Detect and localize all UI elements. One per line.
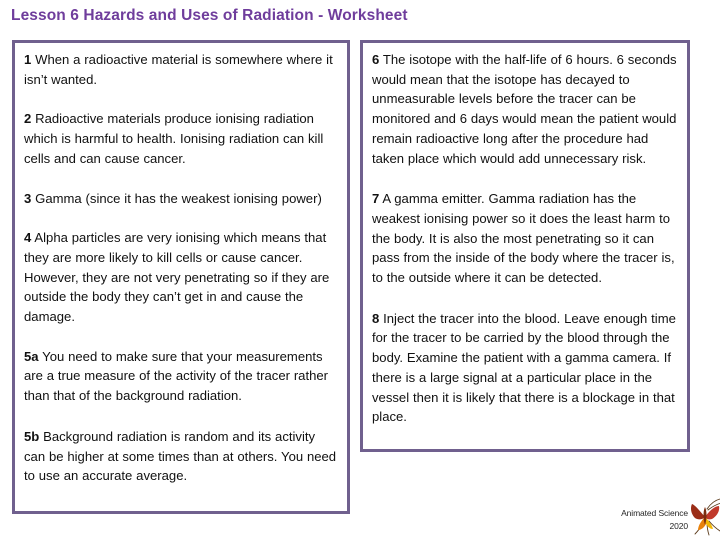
- page-title: Lesson 6 Hazards and Uses of Radiation - Worksheet: [11, 7, 408, 24]
- answer-item-2: [24, 109, 338, 168]
- answer-text-5a: You need to make sure that your measurements are a true measure of the activity of the tracer rather than that of the background radiation.: [24, 348, 329, 404]
- answer-number-5a: 5a: [24, 348, 39, 364]
- answers-box-right: [360, 40, 690, 452]
- answer-item-8: [372, 309, 678, 427]
- answer-text-5b: Background radiation is random and its activity can be higher at some times than at others. You need to use an accurate average.: [24, 428, 337, 484]
- footer-year: 2020: [669, 520, 688, 531]
- answer-number-3: 3: [24, 190, 32, 206]
- answer-text-3: Gamma (since it has the weakest ionising power): [31, 190, 322, 206]
- answer-text-1: When a radioactive material is somewhere where it isn’t wanted.: [24, 52, 333, 87]
- answer-number-7: 7: [372, 191, 380, 207]
- answer-text-2: Radioactive materials produce ionising radiation which is harmful to health. Ionising radiation can kill cells and can cause cancer.: [24, 111, 324, 166]
- answer-number-6: 6: [372, 52, 380, 67]
- answer-item-6: [372, 50, 678, 168]
- answer-text-7: A gamma emitter. Gamma radiation has the weakest ionising power so it does the least harm to the body. It is also the most penetrating so it can pass from the inside of the body where the tracer is, to the outside where it can be detected.: [372, 191, 675, 286]
- answer-item-7: [372, 189, 678, 288]
- answer-item-5a: [24, 347, 338, 406]
- footer-brand-text: [604, 507, 688, 532]
- answer-number-8: 8: [372, 310, 380, 326]
- answer-item-5b: [24, 427, 338, 486]
- answer-number-5b: 5b: [24, 428, 40, 444]
- answer-number-1: 1: [24, 52, 32, 67]
- answer-item-1: [24, 50, 338, 89]
- answer-text-6: The isotope with the half-life of 6 hours. 6 seconds would mean that the isotope has decayed to unmeasurable levels before the tracer can be monitored and 6 days would mean the patient would remain radioactive long after the procedure had taken place which would add unnecessary risk.: [372, 52, 677, 166]
- answer-number-4: 4: [24, 230, 32, 246]
- answer-item-3: [24, 189, 338, 209]
- footer-brand-name: Animated Science: [621, 508, 688, 518]
- butterfly-logo-icon: [687, 497, 720, 537]
- answers-box-left: [12, 40, 350, 514]
- answer-item-4: [24, 228, 338, 327]
- answer-text-4: Alpha particles are very ionising which means that they are more likely to kill cells or cause cancer. However, they are not very penetrating so if they are outside the body they can’t get in and cause the damage.: [24, 230, 330, 325]
- footer-branding: [604, 503, 716, 539]
- answer-number-2: 2: [24, 111, 32, 127]
- answer-text-8: Inject the tracer into the blood. Leave enough time for the tracer to be carried by the blood through the body. Examine the patient with a gamma camera. If there is a large signal at a particular place in the vessel then it is likely that there is a blockage in that place.: [372, 310, 676, 425]
- answers-left-content: [15, 43, 347, 486]
- answers-right-content: [363, 43, 687, 427]
